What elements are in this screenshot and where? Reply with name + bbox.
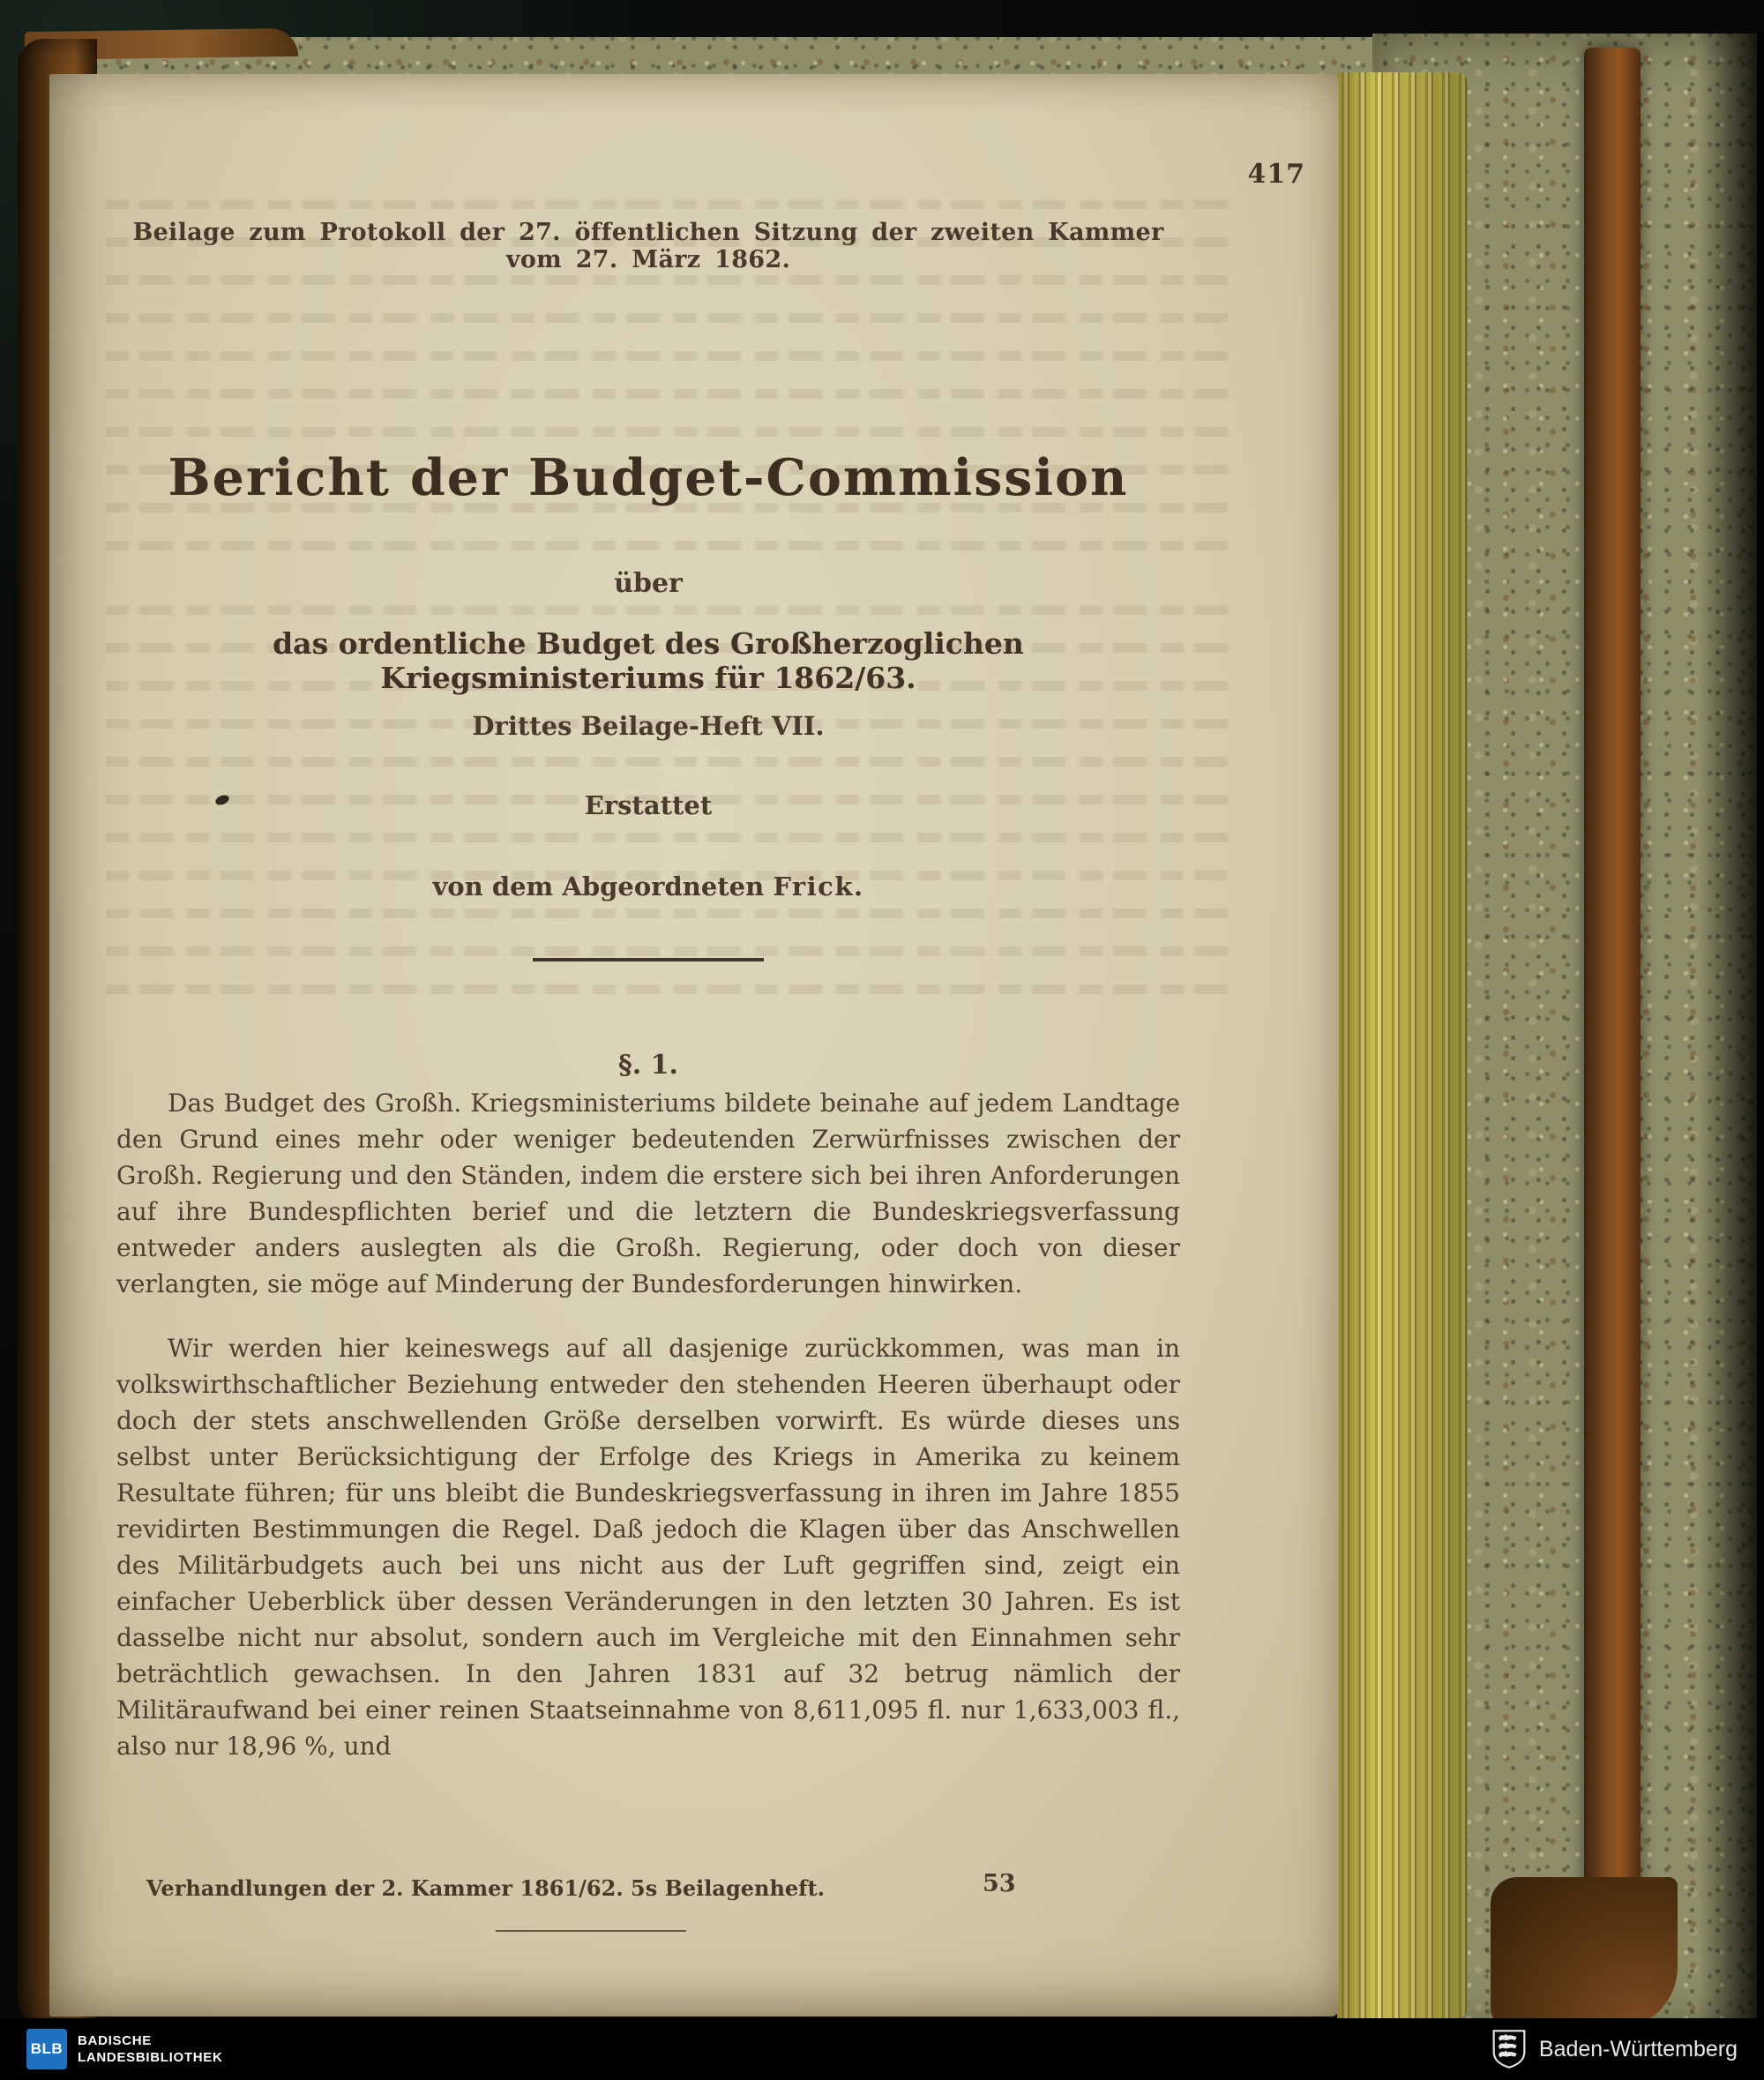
author-line: [116, 872, 1180, 902]
section-heading: §. 1.: [618, 1050, 678, 1081]
book-corner-leather-bottom: [1491, 1877, 1678, 2029]
book-page-edges: [1337, 72, 1468, 2018]
scanned-page: [49, 74, 1339, 2016]
library-name-line1: BADISCHE: [78, 2032, 152, 2048]
author-prefix: von dem Abgeordneten: [432, 872, 774, 902]
book-cover-leather-strip: [1584, 48, 1641, 2027]
coat-of-arms-icon: [1491, 2030, 1527, 2069]
paragraph-1: Das Budget des Großh. Kriegsministeriums bildete beinahe auf jedem Landtage den Grund eines mehr oder weniger bedeutenden Zerwürfnisses zwischen der Großh. Regierung und den Ständen, indem die erstere sich bei ihren Anforderungen auf ihre Bundespflichten berief und die letztern die Bundeskriegsverfassung entweder anders auslegten als die Großh. Regierung, oder doch von dieser verlangten, sie möge auf Minderung der Bundesforderungen hinwirken.: [116, 1089, 1180, 1298]
author-name: Frick.: [773, 872, 864, 902]
report-title: Bericht der Budget-Commission: [168, 448, 1129, 507]
blb-logo-text: BLB: [30, 2040, 64, 2057]
body-text: [116, 1085, 1180, 1764]
viewer-footer-bar: [0, 2018, 1764, 2080]
heft-line: Drittes Beilage-Heft VII.: [472, 711, 825, 741]
library-name: [78, 2032, 223, 2067]
state-brand[interactable]: [1491, 2030, 1738, 2069]
blb-logo[interactable]: [26, 2029, 67, 2069]
footer-rule: [496, 1930, 686, 1932]
sheet-number: 53: [983, 1870, 1016, 1897]
volume-signature-line: Verhandlungen der 2. Kammer 1861/62. 5s Beilagenheft.: [146, 1875, 825, 1901]
subject-line: das ordentliche Budget des Großherzoglichen Kriegsministeriums für 1862/63.: [273, 626, 1024, 695]
paragraph-2: Wir werden hier keineswegs auf all dasjenige zurückkommen, was man in volkswirthschaftlicher Beziehung entweder den stehenden Heeren überhaupt oder doch der stets anschwellenden Größe derselben vorwirft. Es würde dieses uns selbst unter Berücksichtigung der Erfolge des Kriegs in Amerika zu keinem Resultate führen; für uns bleibt die Bundeskriegsverfassung in ihren im Jahre 1855 revidirten Bestimmungen die Regel. Daß jedoch die Klagen über das Anschwellen des Militärbudgets auch bei uns nicht aus der Luft gegriffen sind, zeigt ein einfacher Ueberblick über dessen Veränderungen in den letzten 30 Jahren. Es ist dasselbe nicht nur absolut, sondern auch im Vergleiche mit den Einnahmen sehr beträchtlich gewachsen. In den Jahren 1831 auf 32 betrug nämlich der Militäraufwand bei einer reinen Staatseinnahme von 8,611,095 fl. nur 1,633,003 fl., also nur 18,96 %, und: [116, 1334, 1180, 1761]
protocol-header-line: Beilage zum Protokoll der 27. öffentlichen Sitzung der zweiten Kammer vom 27. März 1862.: [132, 219, 1164, 273]
separator-rule: [533, 958, 764, 961]
page-number: 417: [1247, 159, 1305, 190]
state-label: Baden-Württemberg: [1538, 2036, 1738, 2061]
library-brand[interactable]: [26, 2029, 223, 2069]
library-name-line2: LANDESBIBLIOTHEK: [78, 2050, 223, 2065]
background-shadow: [1699, 34, 1764, 2029]
erstattet-label: Erstattet: [584, 790, 713, 820]
subtitle-ueber: über: [614, 568, 683, 599]
